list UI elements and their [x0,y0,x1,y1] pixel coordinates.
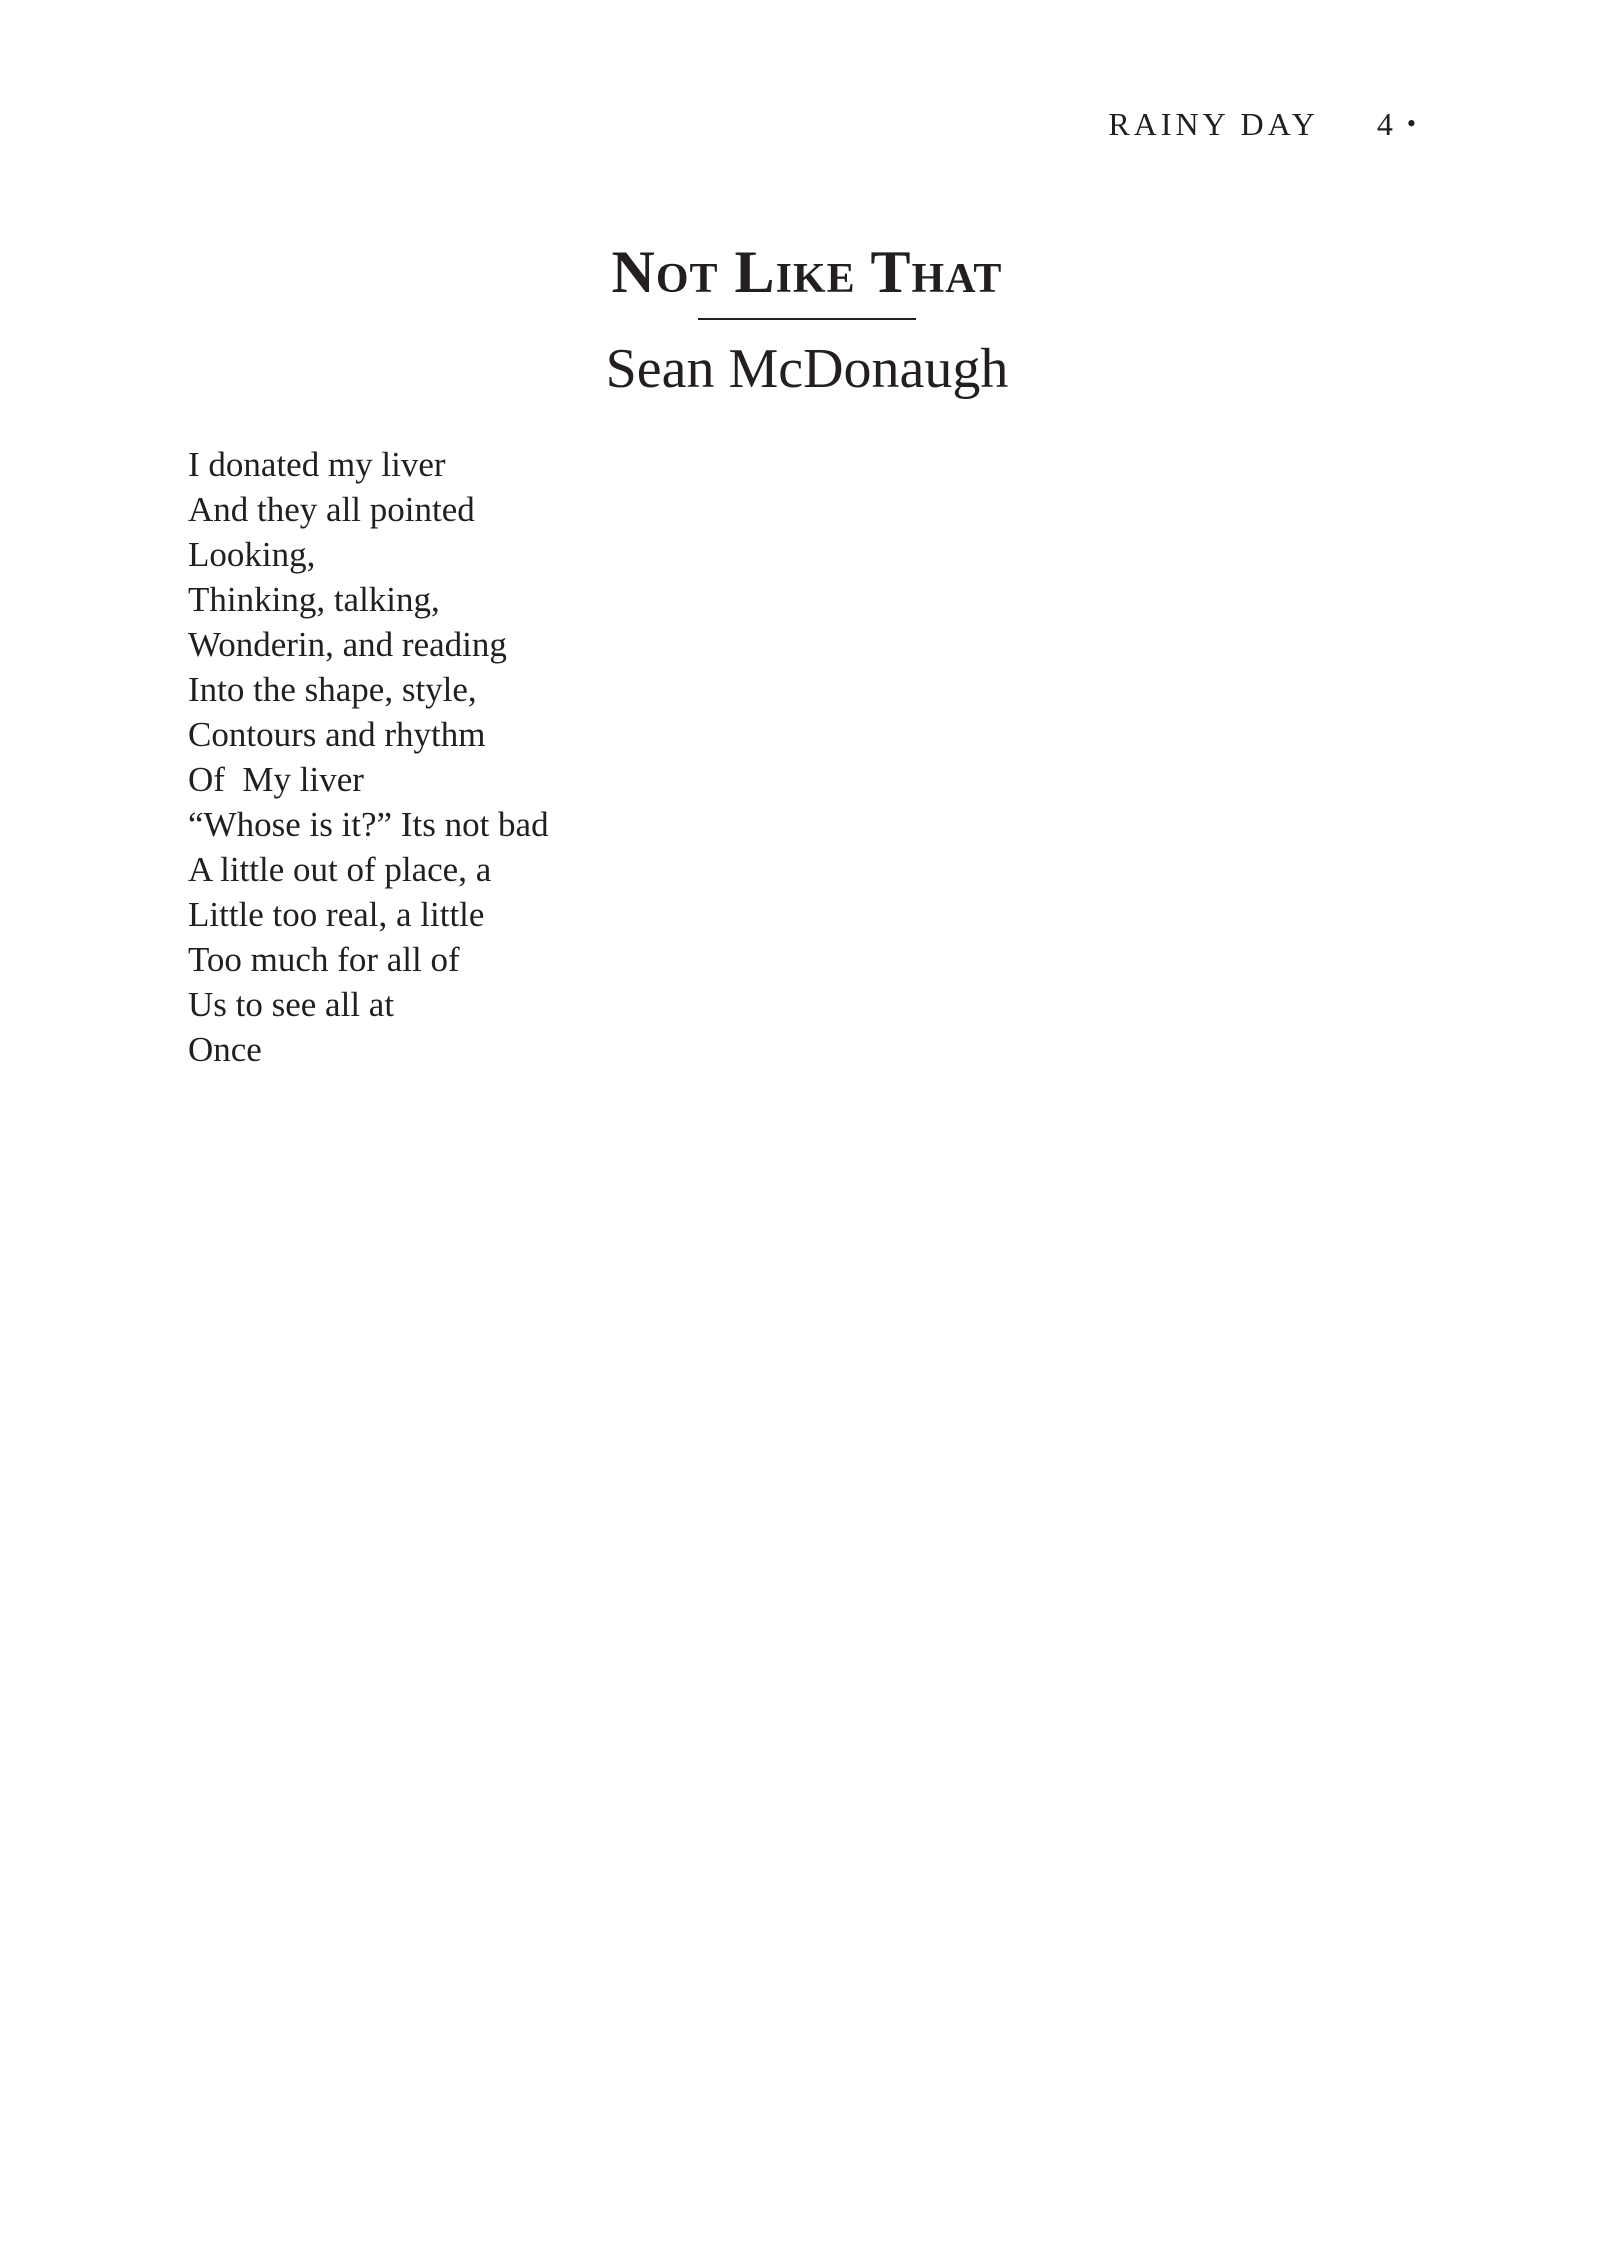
poem-line: A little out of place, a [188,850,492,889]
poem-line: Into the shape, style, [188,670,477,709]
running-head [1108,104,1416,144]
poem-line: Too much for all of [188,940,460,979]
bullet-separator: • [1406,109,1416,138]
poem-title: Not Like That [611,239,1003,305]
poem-line: Us to see all at [188,985,395,1024]
page-number: 4 [1376,106,1393,142]
poem-line: And they all pointed [188,490,475,529]
poem-line: Little too real, a little [188,895,485,934]
title-rule [698,318,916,320]
poem-body [188,442,549,1072]
poem-line: Of My liver [188,760,364,799]
poem-line: “Whose is it?” Its not bad [188,805,549,844]
poem-line: Once [188,1030,262,1069]
poem-author: Sean McDonaugh [605,338,1009,400]
journal-title: RAINY DAY [1108,106,1319,142]
poem-line: Thinking, talking, [188,580,440,619]
poem-line: I donated my liver [188,445,446,484]
poem-line: Looking, [188,535,316,574]
poem-line: Contours and rhythm [188,715,486,754]
poem-line: Wonderin, and reading [188,625,507,664]
